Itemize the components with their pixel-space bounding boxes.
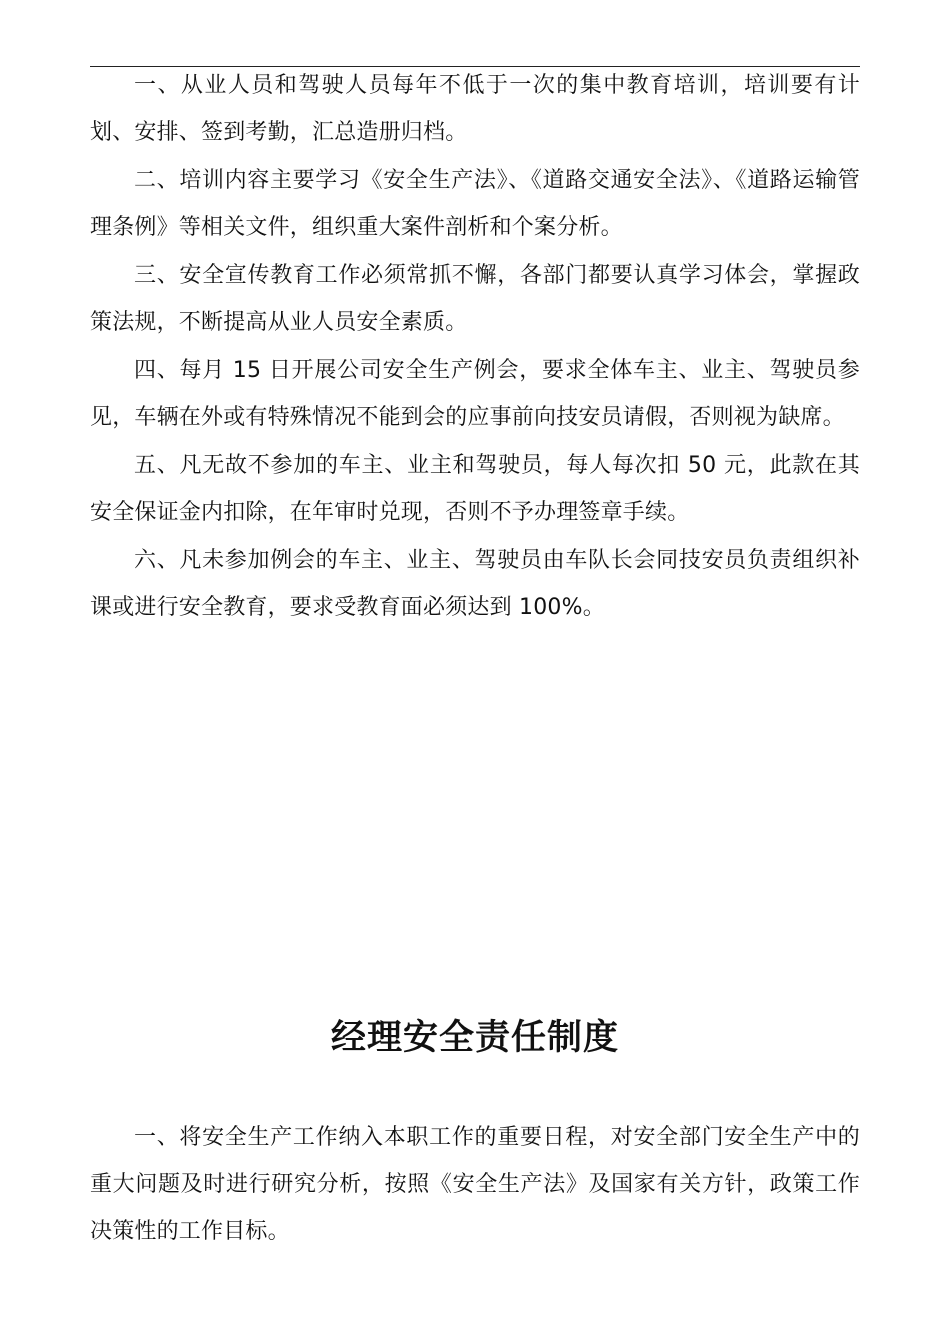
rule-paragraph-1: 一、从业人员和驾驶人员每年不低于一次的集中教育培训，培训要有计划、安排、签到考勤，汇总造册归档。 [90,73,860,145]
responsibility-paragraph-1: 一、将安全生产工作纳入本职工作的重要日程，对安全部门安全生产中的重大问题及时进行研究分析，按照《安全生产法》及国家有关方针，政策工作决策性的工作目标。 [90,1125,860,1244]
rule-paragraph-6: 六、凡未参加例会的车主、业主、驾驶员由车队长会同技安员负责组织补课或进行安全教育，要求受教育面必须达到 100%。 [90,548,860,620]
rule-paragraph-2: 二、培训内容主要学习《安全生产法》、《道路交通安全法》、《道路运输管理条例》等相关文件，组织重大案件剖析和个案分析。 [90,168,860,240]
rule-paragraph-5: 五、凡无故不参加的车主、业主和驾驶员，每人每次扣 50 元，此款在其安全保证金内扣除，在年审时兑现，否则不予办理签章手续。 [90,453,860,525]
section-title: 经理安全责任制度 [330,1018,619,1058]
training-rules-section [90,62,860,632]
rule-paragraph-4: 四、每月 15 日开展公司安全生产例会，要求全体车主、业主、驾驶员参见，车辆在外或有特殊情况不能到会的应事前向技安员请假，否则视为缺席。 [90,358,860,430]
rule-paragraph-3: 三、安全宣传教育工作必须常抓不懈，各部门都要认真学习体会，掌握政策法规，不断提高从业人员安全素质。 [90,263,860,335]
manager-responsibility-section [90,1114,860,1256]
